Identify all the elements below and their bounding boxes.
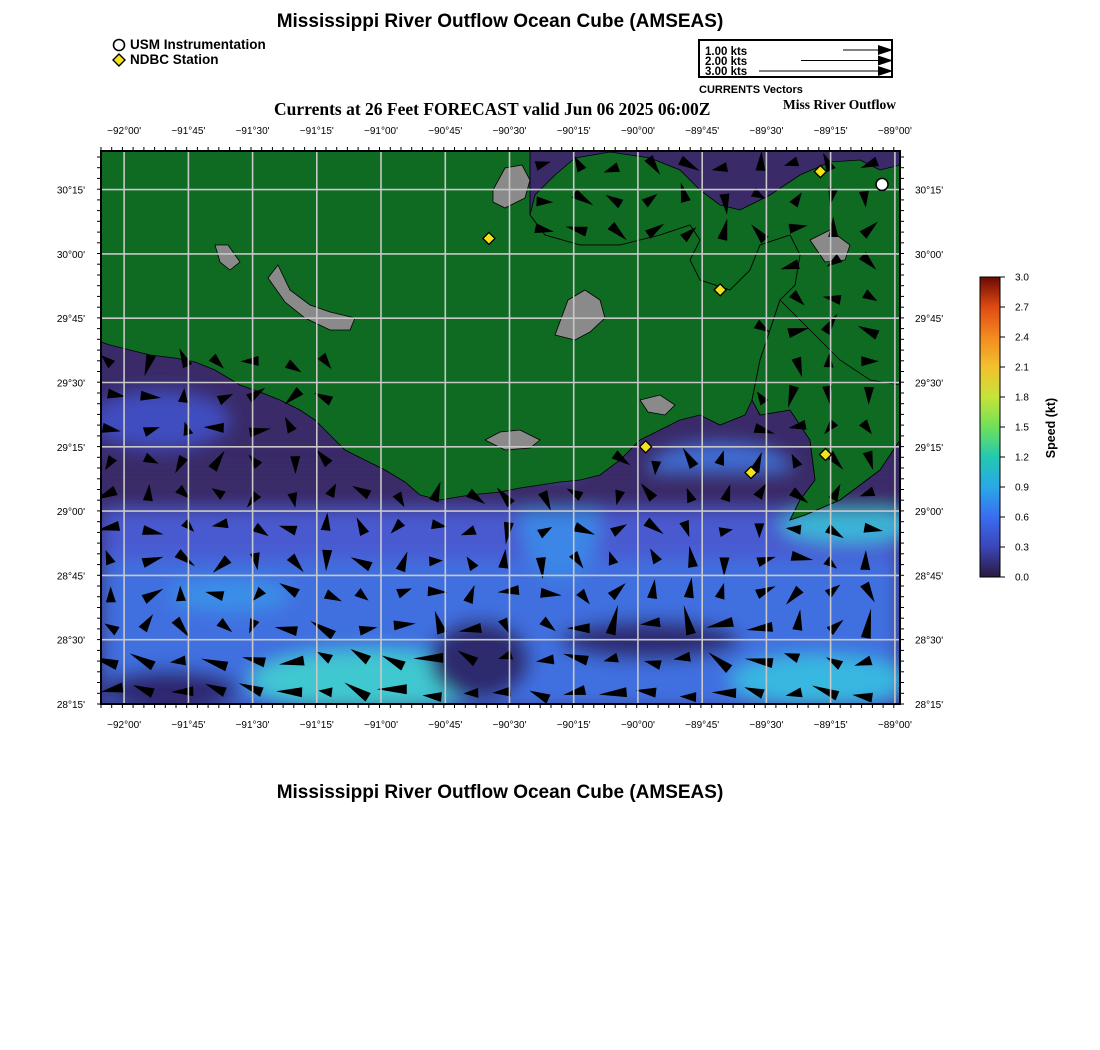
chart-title-repeat: Mississippi River Outflow Ocean Cube (AMSEAS) bbox=[276, 782, 724, 803]
colorbar-tick-label: 0.3 bbox=[1015, 542, 1029, 554]
lon-tick-label-top: −90°15' bbox=[556, 126, 591, 137]
lon-tick-label-bottom: −92°00' bbox=[107, 720, 142, 731]
lon-tick-label-top: −91°45' bbox=[171, 126, 206, 137]
lon-tick-label-top: −90°00' bbox=[620, 126, 655, 137]
legend-usm-label: USM Instrumentation bbox=[130, 37, 266, 52]
lat-labels-left bbox=[57, 186, 85, 711]
lat-tick-label-left: 29°15' bbox=[56, 442, 85, 454]
lat-tick-label-left: 30°15' bbox=[56, 185, 85, 197]
map-subtitle: Currents at 26 Feet FORECAST valid Jun 06 2025 06:00Z bbox=[274, 99, 711, 119]
lon-labels-top bbox=[107, 126, 912, 137]
colorbar-tick-label: 1.2 bbox=[1015, 452, 1029, 464]
lat-tick-label-left: 28°15' bbox=[56, 700, 85, 711]
lon-tick-label-bottom: −91°45' bbox=[171, 720, 206, 731]
colorbar-title: Speed (kt) bbox=[1044, 397, 1058, 459]
lon-tick-label-bottom: −89°45' bbox=[685, 720, 720, 731]
lat-tick-label-right: 29°00' bbox=[915, 507, 944, 519]
lat-labels-right bbox=[915, 186, 943, 711]
colorbar-tick-label: 0.9 bbox=[1015, 482, 1029, 494]
lat-tick-label-left: 30°00' bbox=[56, 249, 85, 261]
legend-ndbc-label: NDBC Station bbox=[130, 52, 219, 67]
chart-title: Mississippi River Outflow Ocean Cube (AMSEAS) bbox=[276, 11, 724, 32]
lat-tick-label-right: 28°45' bbox=[915, 571, 944, 583]
lon-tick-label-bottom: −90°00' bbox=[620, 720, 655, 731]
lat-tick-label-left: 29°00' bbox=[56, 507, 85, 519]
lon-tick-label-bottom: −90°45' bbox=[428, 720, 463, 731]
colorbar-tick-label: 2.1 bbox=[1015, 362, 1029, 374]
lat-tick-label-right: 30°00' bbox=[915, 249, 944, 261]
lon-tick-label-top: −89°15' bbox=[813, 126, 848, 137]
lon-tick-label-top: −92°00' bbox=[107, 126, 142, 137]
lon-tick-label-bottom: −89°30' bbox=[749, 720, 784, 731]
lon-tick-label-bottom: −89°15' bbox=[813, 720, 848, 731]
lat-tick-label-right: 28°15' bbox=[915, 700, 944, 711]
lon-tick-label-bottom: −89°00' bbox=[877, 720, 912, 731]
usm-site-marker bbox=[876, 178, 888, 190]
lat-tick-label-left: 29°45' bbox=[56, 314, 85, 326]
lon-tick-label-top: −89°45' bbox=[685, 126, 720, 137]
colorbar-tick-label: 2.4 bbox=[1015, 332, 1029, 344]
lat-tick-label-right: 29°45' bbox=[915, 314, 944, 326]
lon-tick-label-top: −89°00' bbox=[877, 126, 912, 137]
lat-tick-label-left: 28°30' bbox=[56, 635, 85, 647]
lat-tick-label-right: 29°15' bbox=[915, 442, 944, 454]
lat-tick-label-right: 29°30' bbox=[915, 378, 944, 390]
lat-tick-label-left: 28°45' bbox=[56, 571, 85, 583]
lon-tick-label-top: −90°30' bbox=[492, 126, 527, 137]
lon-tick-label-bottom: −91°15' bbox=[299, 720, 334, 731]
vector-key-label-1: 1.00 kts bbox=[705, 46, 748, 58]
colorbar-tick-label: 3.0 bbox=[1015, 272, 1029, 284]
lat-tick-label-right: 30°15' bbox=[915, 185, 944, 197]
lon-tick-label-top: −90°45' bbox=[428, 126, 463, 137]
lon-labels-bottom bbox=[107, 720, 912, 731]
lat-tick-label-left: 29°30' bbox=[56, 378, 85, 390]
vector-key-label-3: 3.00 kts bbox=[705, 66, 748, 78]
speed-colorbar bbox=[980, 273, 1058, 584]
lon-tick-label-top: −91°00' bbox=[364, 126, 399, 137]
lon-tick-label-top: −91°15' bbox=[299, 126, 334, 137]
colorbar-tick-label: 1.5 bbox=[1015, 422, 1029, 434]
colorbar-ramp bbox=[980, 277, 1000, 577]
lon-tick-label-top: −91°30' bbox=[235, 126, 270, 137]
lon-tick-label-bottom: −90°30' bbox=[492, 720, 527, 731]
colorbar-ticks bbox=[1000, 273, 1029, 584]
colorbar-tick-label: 2.7 bbox=[1015, 302, 1029, 314]
lat-tick-label-right: 28°30' bbox=[915, 635, 944, 647]
vector-key-label-2: 2.00 kts bbox=[705, 56, 748, 68]
lon-tick-label-top: −89°30' bbox=[749, 126, 784, 137]
region-label: Miss River Outflow bbox=[783, 97, 896, 112]
colorbar-tick-label: 1.8 bbox=[1015, 392, 1029, 404]
colorbar-tick-label: 0.6 bbox=[1015, 512, 1029, 524]
colorbar-tick-label: 0.0 bbox=[1015, 572, 1029, 584]
vector-key-caption: CURRENTS Vectors bbox=[699, 84, 803, 96]
lon-tick-label-bottom: −91°00' bbox=[364, 720, 399, 731]
lon-tick-label-bottom: −91°30' bbox=[235, 720, 270, 731]
lon-tick-label-bottom: −90°15' bbox=[556, 720, 591, 731]
